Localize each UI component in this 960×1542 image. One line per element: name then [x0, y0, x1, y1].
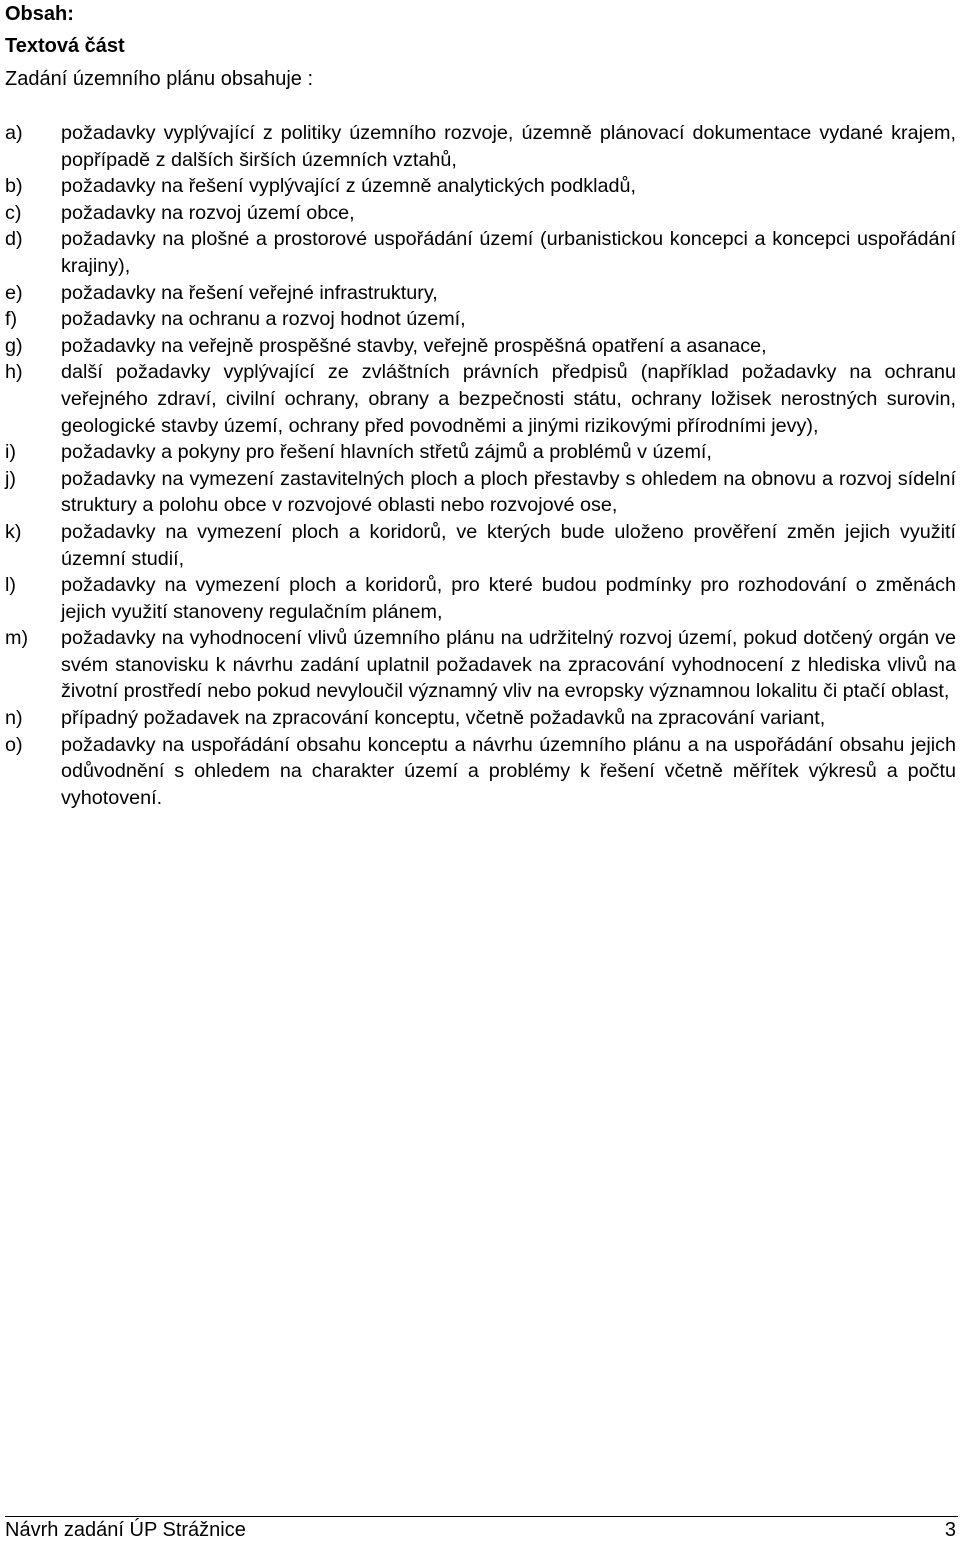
list-item [0, 732, 960, 812]
list-item-marker: f) [5, 308, 18, 331]
list-item [0, 306, 960, 333]
list-item-text: případný požadavek na zpracování konceptu, včetně požadavků na zpracování variant, [61, 707, 826, 730]
list-item [0, 226, 960, 279]
list-item-marker: o) [5, 733, 23, 756]
list-item-marker: d) [5, 228, 23, 251]
list-item [0, 625, 960, 705]
list-item-marker: b) [5, 175, 23, 198]
list-item-marker: l) [5, 574, 16, 597]
list-item-text: požadavky na uspořádání obsahu konceptu a návrhu územního plánu a na uspořádání obsahu jejich odůvodnění s ohledem na charakter území a problémy k řešení včetně měřítek výkresů a počtu vyhotovení. [61, 733, 956, 809]
list-item-marker: a) [5, 122, 23, 144]
footer-divider [5, 1516, 958, 1517]
list-item [0, 359, 960, 439]
intro-text: Zadání územního plánu obsahuje : [5, 68, 313, 90]
list-item-text: požadavky a pokyny pro řešení hlavních střetů zájmů a problémů v území, [61, 441, 712, 464]
list-item-text: požadavky na rozvoj území obce, [61, 201, 355, 224]
list-item-text: požadavky na vymezení ploch a koridorů, pro které budou podmínky pro rozhodování o změnách jejich využití stanoveny regulačním plánem, [61, 574, 956, 623]
list-item-marker: e) [5, 281, 23, 304]
list-item-text: požadavky na vyhodnocení vlivů územního plánu na udržitelný rozvoj území, pokud dotčený orgán ve svém stanovisku k návrhu zadání uplatnil požadavek na zpracování vyhodnocení z hlediska vlivů na životní prostředí nebo pokud nevyloučil významný vliv na evropsky významnou lokalitu či ptačí oblast, [61, 627, 956, 703]
list-item [0, 200, 960, 227]
footer-page-number: 3 [944, 1519, 956, 1541]
requirements-list [0, 120, 960, 811]
list-item-text: další požadavky vyplývající ze zvláštních právních předpisů (například požadavky na ochranu veřejného zdraví, civilní ochrany, obrany a bezpečnosti státu, ochrany ložisek nerostných surovin, geologické stavby území, ochrany před povodněmi a jinými rizikovými přírodními jevy), [61, 361, 956, 437]
list-item [0, 333, 960, 360]
page-title: Obsah: [5, 3, 74, 25]
section-heading: Textová část [5, 35, 125, 57]
list-item-marker: j) [5, 467, 16, 490]
list-item-text: požadavky na řešení vyplývající z územně analytických podkladů, [61, 175, 637, 198]
list-item [0, 173, 960, 200]
list-item [0, 439, 960, 466]
list-item-text: požadavky na řešení veřejné infrastruktury, [61, 281, 438, 304]
list-item [0, 466, 960, 519]
footer-document-title: Návrh zadání ÚP Strážnice [5, 1519, 246, 1541]
list-item-marker: i) [5, 441, 16, 464]
list-item-marker: h) [5, 361, 23, 384]
list-item-text: požadavky vyplývající z politiky územního rozvoje, územně plánovací dokumentace vydané krajem, popřípadě z dalších širších územních vztahů, [61, 122, 956, 171]
list-item [0, 120, 960, 173]
list-item [0, 280, 960, 307]
list-item-marker: n) [5, 707, 23, 730]
list-item-marker: g) [5, 334, 23, 357]
list-item-marker: c) [5, 201, 22, 224]
list-item [0, 572, 960, 625]
list-item-text: požadavky na veřejně prospěšné stavby, veřejně prospěšná opatření a asanace, [61, 334, 767, 357]
list-item [0, 519, 960, 572]
list-item [0, 705, 960, 732]
list-item-marker: k) [5, 520, 22, 543]
list-item-text: požadavky na plošné a prostorové uspořádání území (urbanistickou koncepci a koncepci uspořádání krajiny), [61, 228, 956, 277]
list-item-text: požadavky na vymezení zastavitelných ploch a ploch přestavby s ohledem na obnovu a rozvoj sídelní struktury a polohu obce v rozvojové oblasti nebo rozvojové ose, [61, 467, 956, 517]
list-item-marker: m) [5, 627, 29, 650]
list-item-text: požadavky na ochranu a rozvoj hodnot území, [61, 308, 466, 331]
list-item-text: požadavky na vymezení ploch a koridorů, ve kterých bude uloženo prověření změn jejich využití územní studií, [61, 520, 956, 570]
